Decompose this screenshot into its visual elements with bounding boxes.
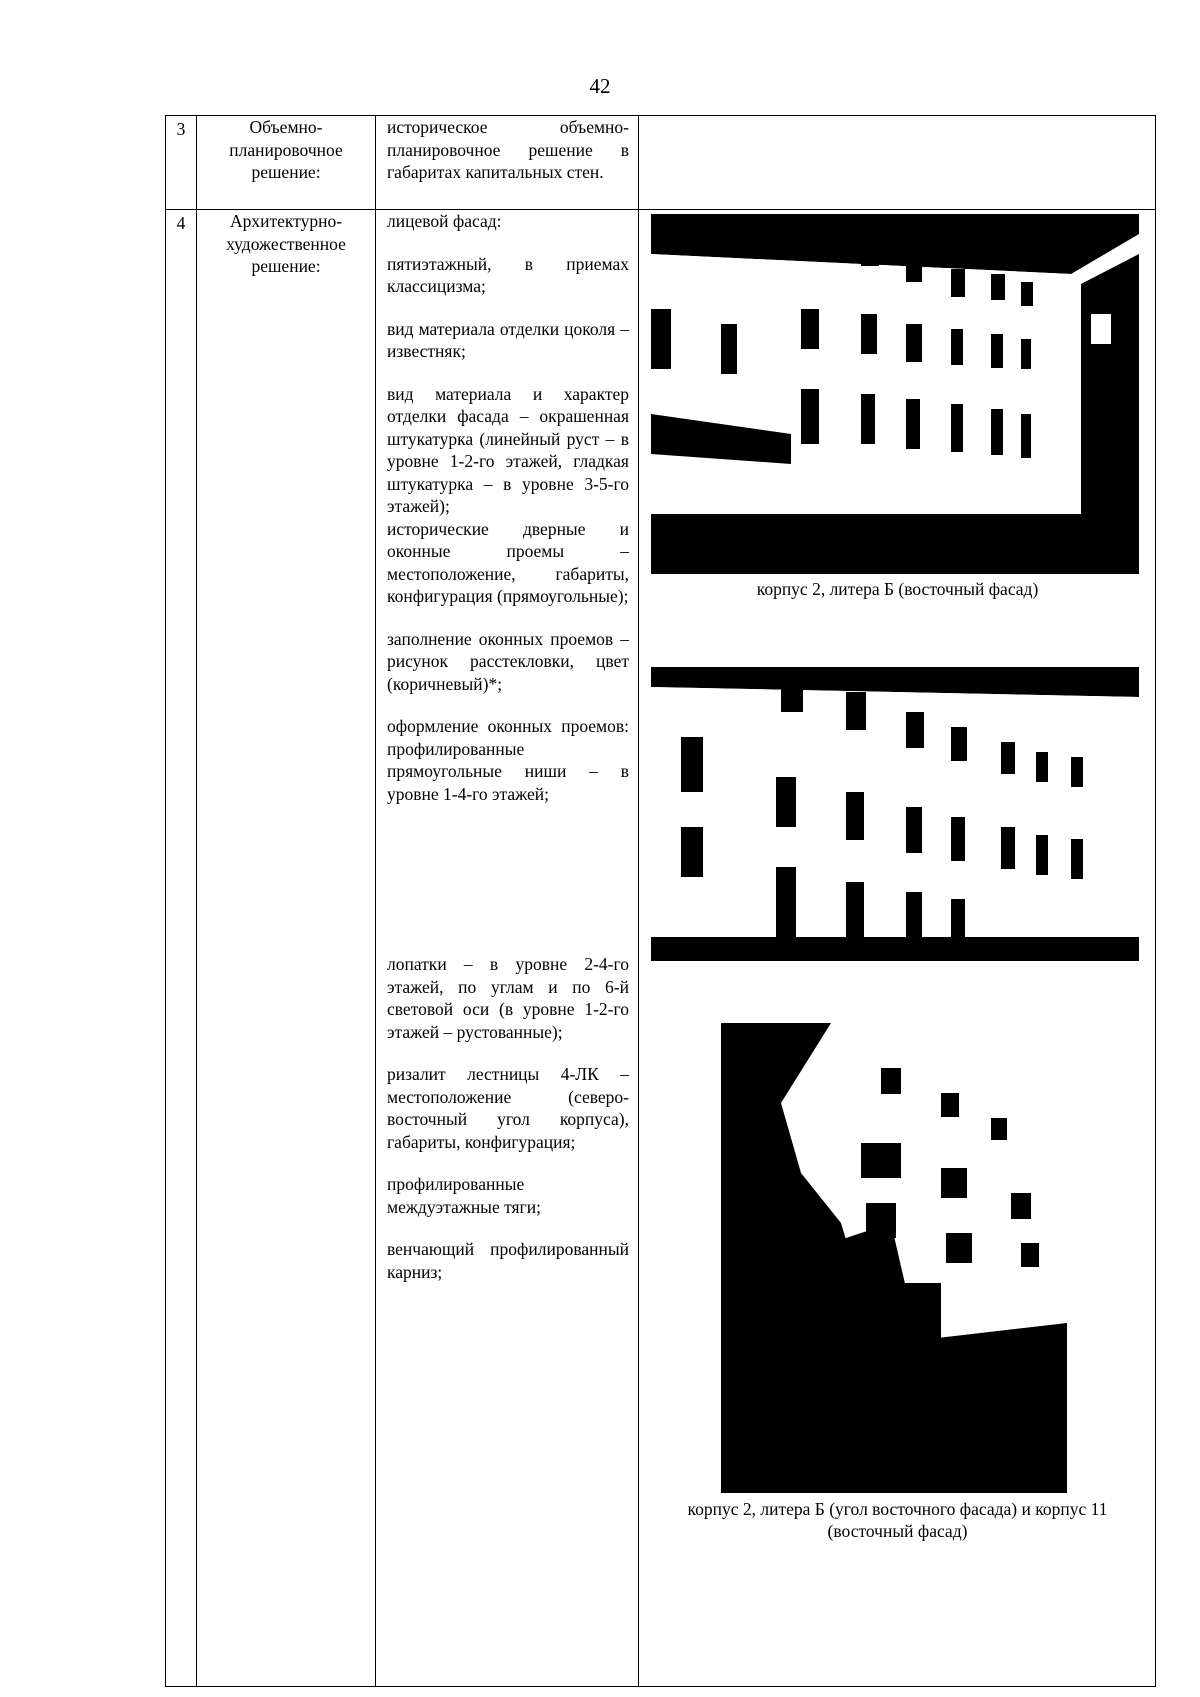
paragraph: ризалит лестницы 4-ЛК – местоположение (северо-восточный угол корпуса), габариты, конфигурация; <box>387 1064 629 1152</box>
row-number: 4 <box>166 210 197 1687</box>
paragraph: венчающий профилированный карниз; <box>387 1239 629 1282</box>
label-line: планировочное <box>229 139 343 160</box>
label-line: решение: <box>251 256 321 276</box>
photo-column <box>639 210 1156 1686</box>
paragraph: лопатки – в уровне 2-4-го этажей, по углам и по 6-й световой оси (в уровне 1-2-го этажей – рустованные); <box>387 954 629 1042</box>
label-line: Объемно- <box>249 117 323 137</box>
table-row <box>166 116 1156 210</box>
paragraph: оформление оконных проемов: профилированные прямоугольные ниши – в уровне 1-4-го этажей; <box>387 716 629 804</box>
paragraph: лицевой фасад: <box>387 211 502 231</box>
paragraph: вид материала отделки цоколя – известняк; <box>387 318 629 361</box>
paragraph: заполнение оконных проемов – рисунок расстекловки, цвет (коричневый)*; <box>387 628 629 694</box>
row-label <box>197 210 376 1687</box>
description-text: историческое объемно-планировочное решение в габаритах капитальных стен. <box>387 117 629 182</box>
paragraph: пятиэтажный, в приемах классицизма; <box>387 253 629 296</box>
paragraph: профилированные междуэтажные тяги; <box>387 1174 541 1217</box>
corner-photo <box>721 1023 1067 1493</box>
photo-caption: корпус 2, литера Б (восточный фасад) <box>756 579 1039 599</box>
row-label <box>197 116 376 210</box>
row-description <box>376 116 639 210</box>
label-line: решение: <box>251 162 321 182</box>
label-line: художественное <box>226 233 346 254</box>
paragraph: вид материала и характер отделки фасада – окрашенная штукатурка (линейный руст – в уровне 1-2-го этажей, гладкая штукатурка – в уровне 3-5-го этажей); <box>387 383 629 516</box>
document-table <box>165 115 1156 1687</box>
row-description <box>376 210 639 1687</box>
photo-cell <box>639 210 1156 1687</box>
photo-caption: корпус 2, литера Б (угол восточного фасада) и корпус 11 (восточный фасад) <box>687 1499 1108 1541</box>
label-line: Архитектурно- <box>229 211 343 231</box>
table-row <box>166 210 1156 1687</box>
page-number: 42 <box>589 74 611 98</box>
facade-photo-image <box>651 214 1139 574</box>
empty-cell <box>639 116 1156 210</box>
paragraph: исторические дверные и оконные проемы – местоположение, габариты, конфигурация (прямоугольные); <box>387 518 629 606</box>
row-number: 3 <box>166 116 197 210</box>
corner-photo-image <box>721 1023 1067 1493</box>
facade-photo-image <box>651 667 1139 961</box>
facade-photo <box>651 667 1139 961</box>
facade-photo <box>651 214 1139 574</box>
